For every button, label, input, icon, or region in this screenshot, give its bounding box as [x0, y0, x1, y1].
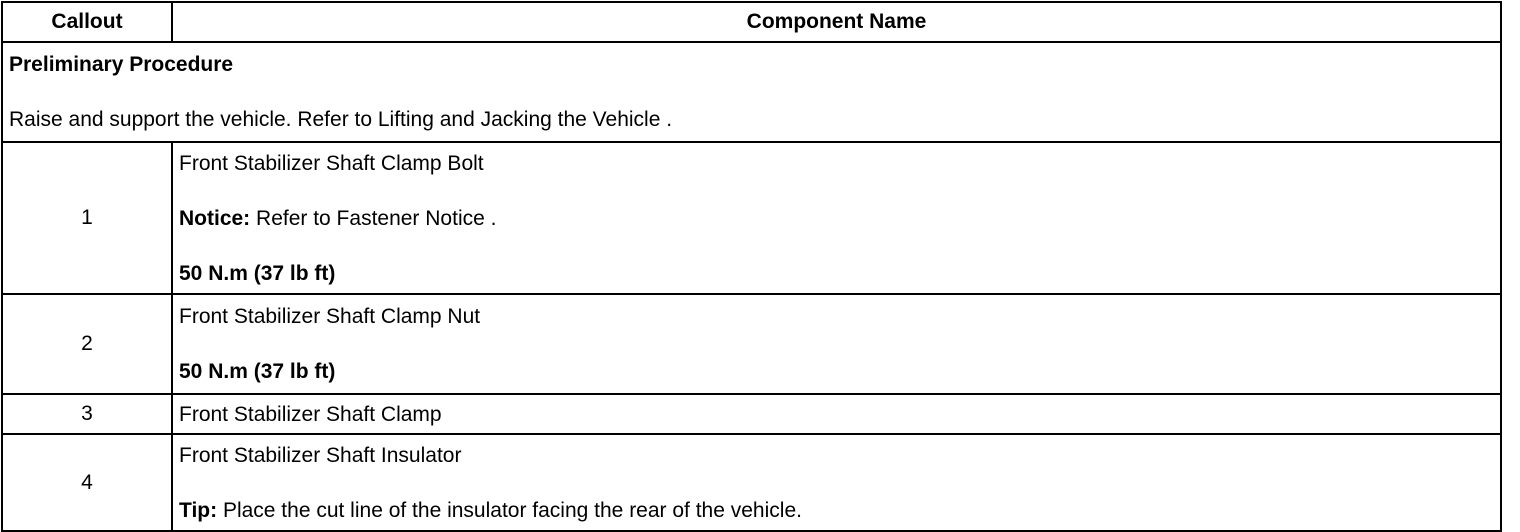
component-table — [1, 1, 1502, 532]
torque-spec: 50 N.m (37 lb ft) — [179, 261, 336, 285]
torque-spec: 50 N.m (37 lb ft) — [179, 360, 336, 383]
component-cell — [172, 142, 1501, 294]
callout-header: Callout — [2, 2, 172, 42]
callout-cell: 4 — [2, 434, 172, 531]
component-cell — [172, 294, 1501, 394]
table-header-row — [2, 2, 1501, 42]
component-name: Front Stabilizer Shaft Clamp Nut — [179, 305, 481, 328]
callout-cell: 2 — [2, 294, 172, 394]
component-name: Front Stabilizer Shaft Clamp — [179, 402, 442, 426]
table-row — [2, 394, 1501, 434]
notice-label: Notice: — [179, 206, 251, 230]
table-row — [2, 294, 1501, 394]
preliminary-cell — [2, 42, 1501, 142]
callout-cell: 3 — [2, 394, 172, 434]
table-row — [2, 142, 1501, 294]
tip-line — [179, 497, 1494, 524]
table-row — [2, 434, 1501, 531]
component-cell — [172, 434, 1501, 531]
component-name: Front Stabilizer Shaft Insulator — [179, 443, 462, 467]
preliminary-row — [2, 42, 1501, 142]
preliminary-step: Raise and support the vehicle. Refer to Lifting and Jacking the Vehicle . — [9, 108, 673, 131]
preliminary-title: Preliminary Procedure — [9, 53, 234, 76]
notice-line — [179, 205, 1494, 232]
tip-text: Place the cut line of the insulator facing the rear of the vehicle. — [217, 498, 802, 522]
component-cell — [172, 394, 1501, 434]
callout-cell: 1 — [2, 142, 172, 294]
component-name: Front Stabilizer Shaft Clamp Bolt — [179, 151, 484, 175]
tip-label: Tip: — [179, 498, 218, 522]
notice-text: Refer to Fastener Notice . — [250, 206, 497, 230]
component-name-header: Component Name — [172, 2, 1501, 42]
